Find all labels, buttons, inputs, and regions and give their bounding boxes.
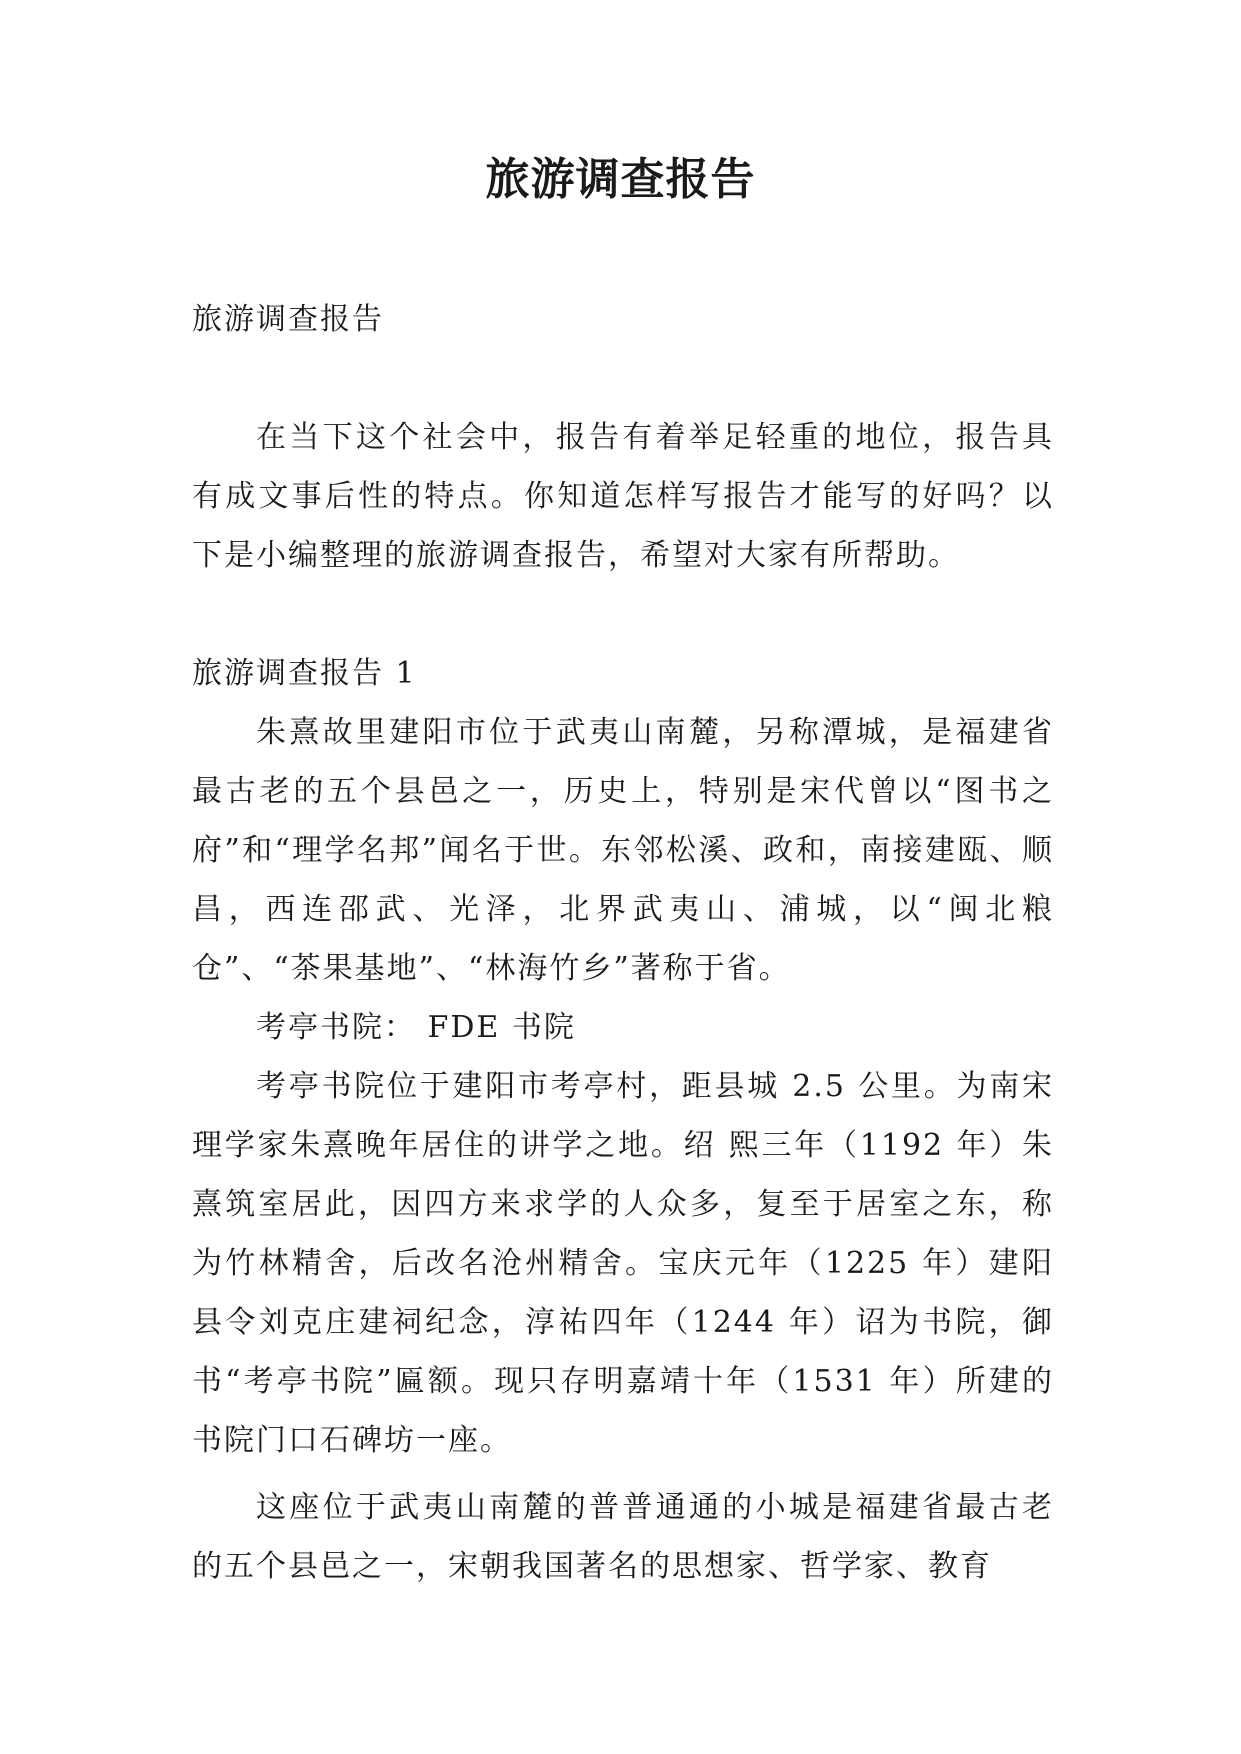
- body-paragraph: 这座位于武夷山南麓的普普通通的小城是福建省最古老的五个县邑之一，宋朝我国著名的思想家、哲学家、教育: [192, 1490, 1054, 1584]
- body-paragraph: 朱熹故里建阳市位于武夷山南麓，另称潭城，是福建省最古老的五个县邑之一，历史上，特别是宋代曾以“图书之府”和“理学名邦”闻名于世。东邻松溪、政和，南接建瓯、顺昌，西连邵武、光泽，北界武夷山、浦城，以“闽北粮仓”、“茶果基地”、“林海竹乡”著称于省。: [192, 715, 1054, 986]
- document-subtitle: 旅游调查报告: [192, 302, 384, 337]
- intro-paragraph: 在当下这个社会中，报告有着举足轻重的地位，报告具有成文事后性的特点。你知道怎样写报告才能写的好吗？以下是小编整理的旅游调查报告，希望对大家有所帮助。: [192, 420, 1054, 573]
- section-heading: 旅游调查报告 1: [192, 656, 417, 691]
- document-body: [192, 290, 1054, 1596]
- body-paragraph: 考亭书院位于建阳市考亭村，距县城 2.5 公里。为南宋理学家朱熹晚年居住的讲学之地。绍 熙三年（1192 年）朱熹筑室居此，因四方来求学的人众多，复至于居室之东，称为竹林精舍，后改名沧州精舍。宝庆元年（1225 年）建阳县令刘克庄建祠纪念，淳祐四年（1244 年）诏为书院，御书“考亭书院”匾额。现只存明嘉靖十年（1531 年）所建的书院门口石碑坊一座。: [192, 1069, 1054, 1458]
- sub-heading: 考亭书院： FDE 书院: [256, 1010, 576, 1045]
- document-title: 旅游调查报告: [485, 154, 756, 205]
